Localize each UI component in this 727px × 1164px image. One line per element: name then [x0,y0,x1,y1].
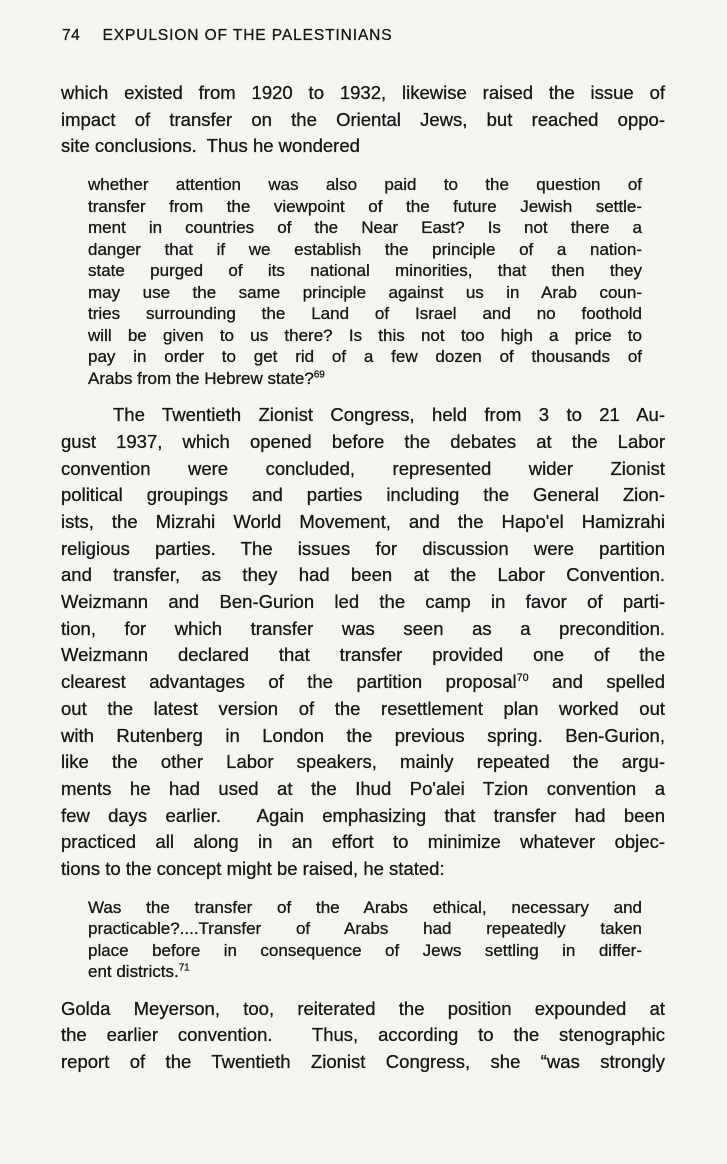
text-line: religious parties. The issues for discussion were partition [61,537,665,559]
block-quote [88,897,642,983]
text-line: ent districts.$^{71}$ [88,962,190,982]
text-line: ments he had used at the Ihud Po'alei Tzion convention a [61,777,665,799]
text-line: Weizmann declared that transfer provided one of the [61,644,665,666]
paragraph [61,402,665,883]
text-line: danger that if we establish the principle of a nation- [88,239,642,259]
text-line: will be given to us there? Is this not too high a price to [88,325,642,345]
text-line: whether attention was also paid to the question of [88,175,642,195]
text-line: political groupings and parties including the General Zion- [61,484,665,506]
text-line: The Twentieth Zionist Congress, held from 3 to 21 Au- [113,404,665,426]
footnote-ref: 70 [516,671,529,684]
text-line: impact of transfer on the Oriental Jews, but reached oppo- [61,108,665,130]
text-line: place before in consequence of Jews settling in differ- [88,940,642,960]
text-line: tries surrounding the Land of Israel and no foothold [88,304,642,324]
text-line: practicable?....Transfer of Arabs had repeatedly taken [88,919,642,939]
text-line: convention were concluded, represented wider Zionist [61,457,665,479]
paragraph [61,996,665,1076]
text-line: Golda Meyerson, too, reiterated the position expounded at [61,997,665,1019]
block-quote [88,174,642,389]
running-title: EXPULSION OF THE PALESTINIANS [102,27,393,44]
page-header [62,27,393,45]
text-line: tions to the concept might be raised, he stated: [61,858,445,880]
text-line: out the latest version of the resettlement plan worked out [61,697,665,719]
text-line: state purged of its national minorities, that then they [88,261,642,281]
text-line: few days earlier. Again emphasizing that transfer had been [61,804,665,826]
page-body [61,80,665,1076]
text-line: like the other Labor speakers, mainly repeated the argu- [61,751,665,773]
text-line: the earlier convention. Thus, according to the stenographic [61,1024,665,1046]
text-line: transfer from the viewpoint of the future Jewish settle- [88,196,642,216]
text-line: pay in order to get rid of a few dozen of thousands of [88,347,642,367]
text-line: ment in countries of the Near East? Is not there a [88,218,642,238]
text-line: Weizmann and Ben-Gurion led the camp in favor of parti- [61,591,665,613]
text-line: and transfer, as they had been at the Labor Convention. [61,564,665,586]
text-line: with Rutenberg in London the previous spring. Ben-Gurion, [61,724,665,746]
text-line: gust 1937, which opened before the debates at the Labor [61,430,665,452]
text-line: which existed from 1920 to 1932, likewise raised the issue of [61,82,665,103]
footnote-ref: 71 [178,962,190,974]
text-line: tion, for which transfer was seen as a precondition. [61,617,665,639]
text-line: site conclusions. Thus he wondered [61,135,360,157]
paragraph [61,80,665,160]
text-line: Arabs from the Hebrew state?$^{69}$ [88,368,325,388]
text-line: may use the same principle against us in Arab coun- [88,282,642,302]
text-line: Was the transfer of the Arabs ethical, necessary and [88,897,642,917]
text-line: practiced all along in an effort to minimize whatever objec- [61,831,665,853]
page-number: 74 [62,27,81,44]
footnote-ref: 69 [313,368,325,380]
text-line: report of the Twentieth Zionist Congress, she “was strongly [61,1051,665,1073]
text-line: ists, the Mizrahi World Movement, and the Hapo'el Hamizrahi [61,510,665,532]
text-line: clearest advantages of the partition proposal$^{70}$ and spelled [61,671,665,693]
